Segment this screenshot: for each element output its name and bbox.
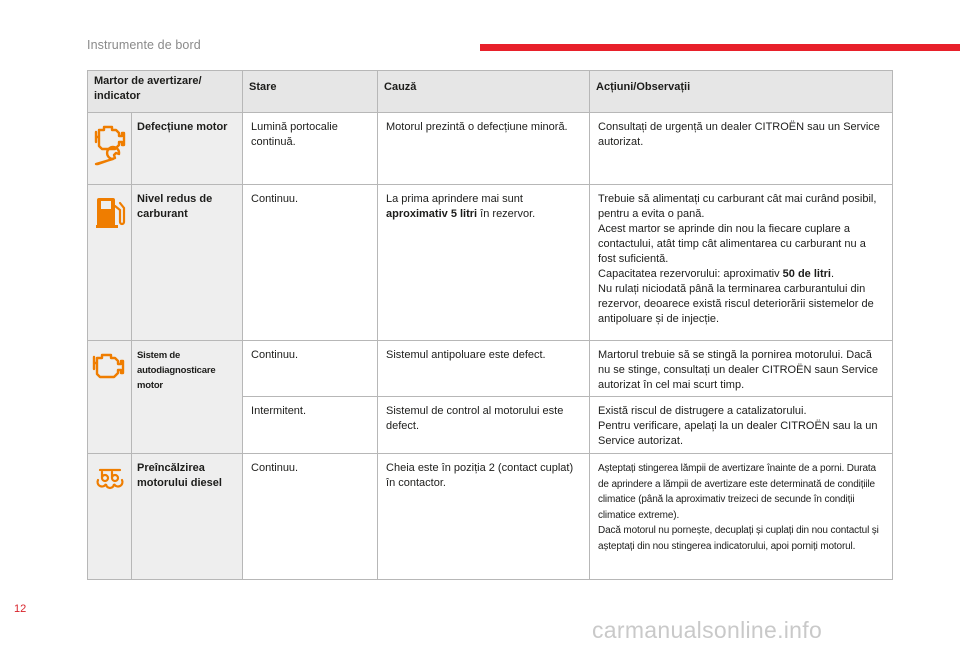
state-cell: Continuu. bbox=[243, 341, 378, 397]
table-row bbox=[88, 454, 893, 580]
table-row bbox=[88, 113, 893, 185]
icon-cell bbox=[88, 185, 132, 341]
icon-cell bbox=[88, 113, 132, 185]
actions-text: Capacitatea rezervorului: aproximativ bbox=[598, 268, 780, 280]
table-row bbox=[88, 341, 893, 397]
fuel-pump-icon bbox=[88, 192, 131, 232]
state-cell: Lumină portocalie continuă. bbox=[243, 113, 378, 185]
cause-cell: Motorul prezintă o defecțiune minoră. bbox=[378, 113, 590, 185]
table-row bbox=[88, 185, 893, 341]
lamp-name: Preîncălzirea motorului diesel bbox=[132, 454, 243, 580]
table-header-row bbox=[88, 71, 893, 113]
cause-cell: Sistemul antipoluare este defect. bbox=[378, 341, 590, 397]
lamp-name: Sistem de autodiagnosticare motor bbox=[132, 341, 243, 454]
cause-text: La prima aprindere mai sunt bbox=[386, 193, 523, 205]
actions-emphasis: 50 de litri bbox=[782, 268, 831, 280]
actions-text: . bbox=[830, 268, 835, 280]
icon-cell bbox=[88, 454, 132, 580]
actions-line bbox=[598, 267, 884, 282]
cause-cell: Cheia este în poziția 2 (contact cuplat) în contactor. bbox=[378, 454, 590, 580]
actions-cell bbox=[590, 454, 893, 580]
icon-cell bbox=[88, 341, 132, 454]
cause-cell: Sistemul de control al motorului este defect. bbox=[378, 397, 590, 454]
cause-text: în rezervor. bbox=[480, 208, 536, 220]
actions-line: Trebuie să alimentați cu carburant cât mai curând posibil, pentru a evita o pană. bbox=[598, 193, 877, 220]
warning-lamps-table bbox=[87, 70, 893, 580]
engine-icon bbox=[88, 350, 131, 380]
lamp-name: Nivel redus de carburant bbox=[132, 185, 243, 341]
actions-cell: Martorul trebuie să se stingă la pornirea motorului. Dacă nu se stinge, consultați un dealer CITROËN saun Service autorizat în cel mai scurt timp. bbox=[590, 341, 893, 397]
header-lamp: Martor de avertizare/ indicator bbox=[88, 71, 243, 113]
actions-cell bbox=[590, 185, 893, 341]
glow-plug-icon bbox=[88, 466, 131, 492]
actions-cell: Consultați de urgență un dealer CITROËN sau un Service autorizat. bbox=[590, 113, 893, 185]
lamp-name: Defecțiune motor bbox=[132, 113, 243, 185]
page-number: 12 bbox=[14, 603, 27, 615]
actions-line: Așteptați stingerea lămpii de avertizare înainte de a porni. Durata de aprindere a lămpii de avertizare este determinată de condițiile climatice (până la aproximativ treizeci de secunde în condiții climatice extreme). bbox=[598, 463, 876, 521]
actions-cell bbox=[590, 397, 893, 454]
state-cell: Continuu. bbox=[243, 185, 378, 341]
actions-line: Există riscul de distrugere a catalizatorului. bbox=[598, 405, 807, 417]
state-cell: Continuu. bbox=[243, 454, 378, 580]
actions-line: Acest martor se aprinde din nou la fiecare cuplare a contactului, atât timp cât alimentarea cu carburant nu a fost suficientă. bbox=[598, 223, 866, 265]
state-cell: Intermitent. bbox=[243, 397, 378, 454]
header-accent-bar bbox=[480, 44, 960, 51]
header-state: Stare bbox=[243, 71, 378, 113]
header-cause: Cauză bbox=[378, 71, 590, 113]
actions-line: Nu rulați niciodată până la terminarea carburantului din rezervor, deoarece există riscul deteriorării sistemelor de antipoluare și de injecție. bbox=[598, 283, 874, 325]
page-header-title: Instrumente de bord bbox=[87, 38, 201, 52]
actions-line: Dacă motorul nu pornește, decuplați și cuplați din nou contactul și așteptați din nou stingerea indicatorului, apoi porniți motorul. bbox=[598, 525, 879, 552]
watermark: carmanualsonline.info bbox=[592, 617, 823, 643]
actions-line: Pentru verificare, apelați la un dealer CITROËN sau la un Service autorizat. bbox=[598, 420, 878, 447]
header-actions: Acțiuni/Observații bbox=[590, 71, 893, 113]
engine-wrench-icon bbox=[88, 119, 131, 177]
cause-cell bbox=[378, 185, 590, 341]
cause-emphasis: aproximativ 5 litri bbox=[386, 208, 478, 220]
